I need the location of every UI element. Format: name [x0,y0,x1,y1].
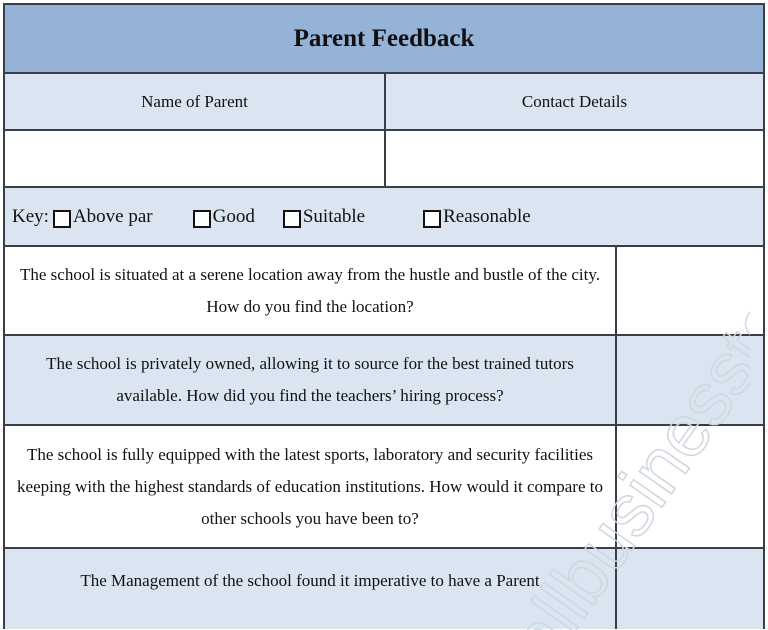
name-of-parent-field[interactable] [5,131,386,186]
contact-details-label: Contact Details [521,91,628,111]
key-option-good[interactable] [193,206,255,228]
field-input-row [5,131,763,188]
answer-cell[interactable] [617,336,763,424]
parent-feedback-form [3,3,765,629]
question-row [5,247,763,336]
form-title: Parent Feedback [293,24,475,52]
title-row [5,5,763,74]
checkbox-icon[interactable] [423,210,441,228]
checkbox-icon[interactable] [193,210,211,228]
question-row [5,549,763,629]
key-option-label: Reasonable [443,205,531,227]
key-option-above-par[interactable] [53,206,153,228]
key-option-label: Above par [72,205,153,227]
question-text: The school is privately owned, allowing it to source for the best trained tutors available. How did you find the teachers’ hiring process? [5,336,617,424]
key-option-suitable[interactable] [283,206,365,228]
contact-details-field[interactable] [386,131,763,186]
answer-cell[interactable] [617,247,763,334]
question-row [5,426,763,549]
key-option-reasonable[interactable] [423,206,531,228]
rating-key-row [5,188,763,247]
checkbox-icon[interactable] [283,210,301,228]
question-text: The school is fully equipped with the latest sports, laboratory and security facilities keeping with the highest standards of education institutions. How would it compare to other schools you have been to? [5,426,617,547]
name-of-parent-label: Name of Parent [5,74,386,129]
question-text: The Management of the school found it imperative to have a Parent [5,549,617,629]
question-text: The school is situated at a serene location away from the hustle and bustle of the city. How do you find the location? [5,247,617,334]
key-option-label: Suitable [302,205,366,227]
checkbox-icon[interactable] [53,210,71,228]
field-header-row [5,74,763,131]
answer-cell[interactable] [617,549,763,629]
key-option-label: Good [212,205,255,227]
answer-cell[interactable] [617,426,763,547]
key-label: Key: [12,205,49,227]
question-row [5,336,763,426]
